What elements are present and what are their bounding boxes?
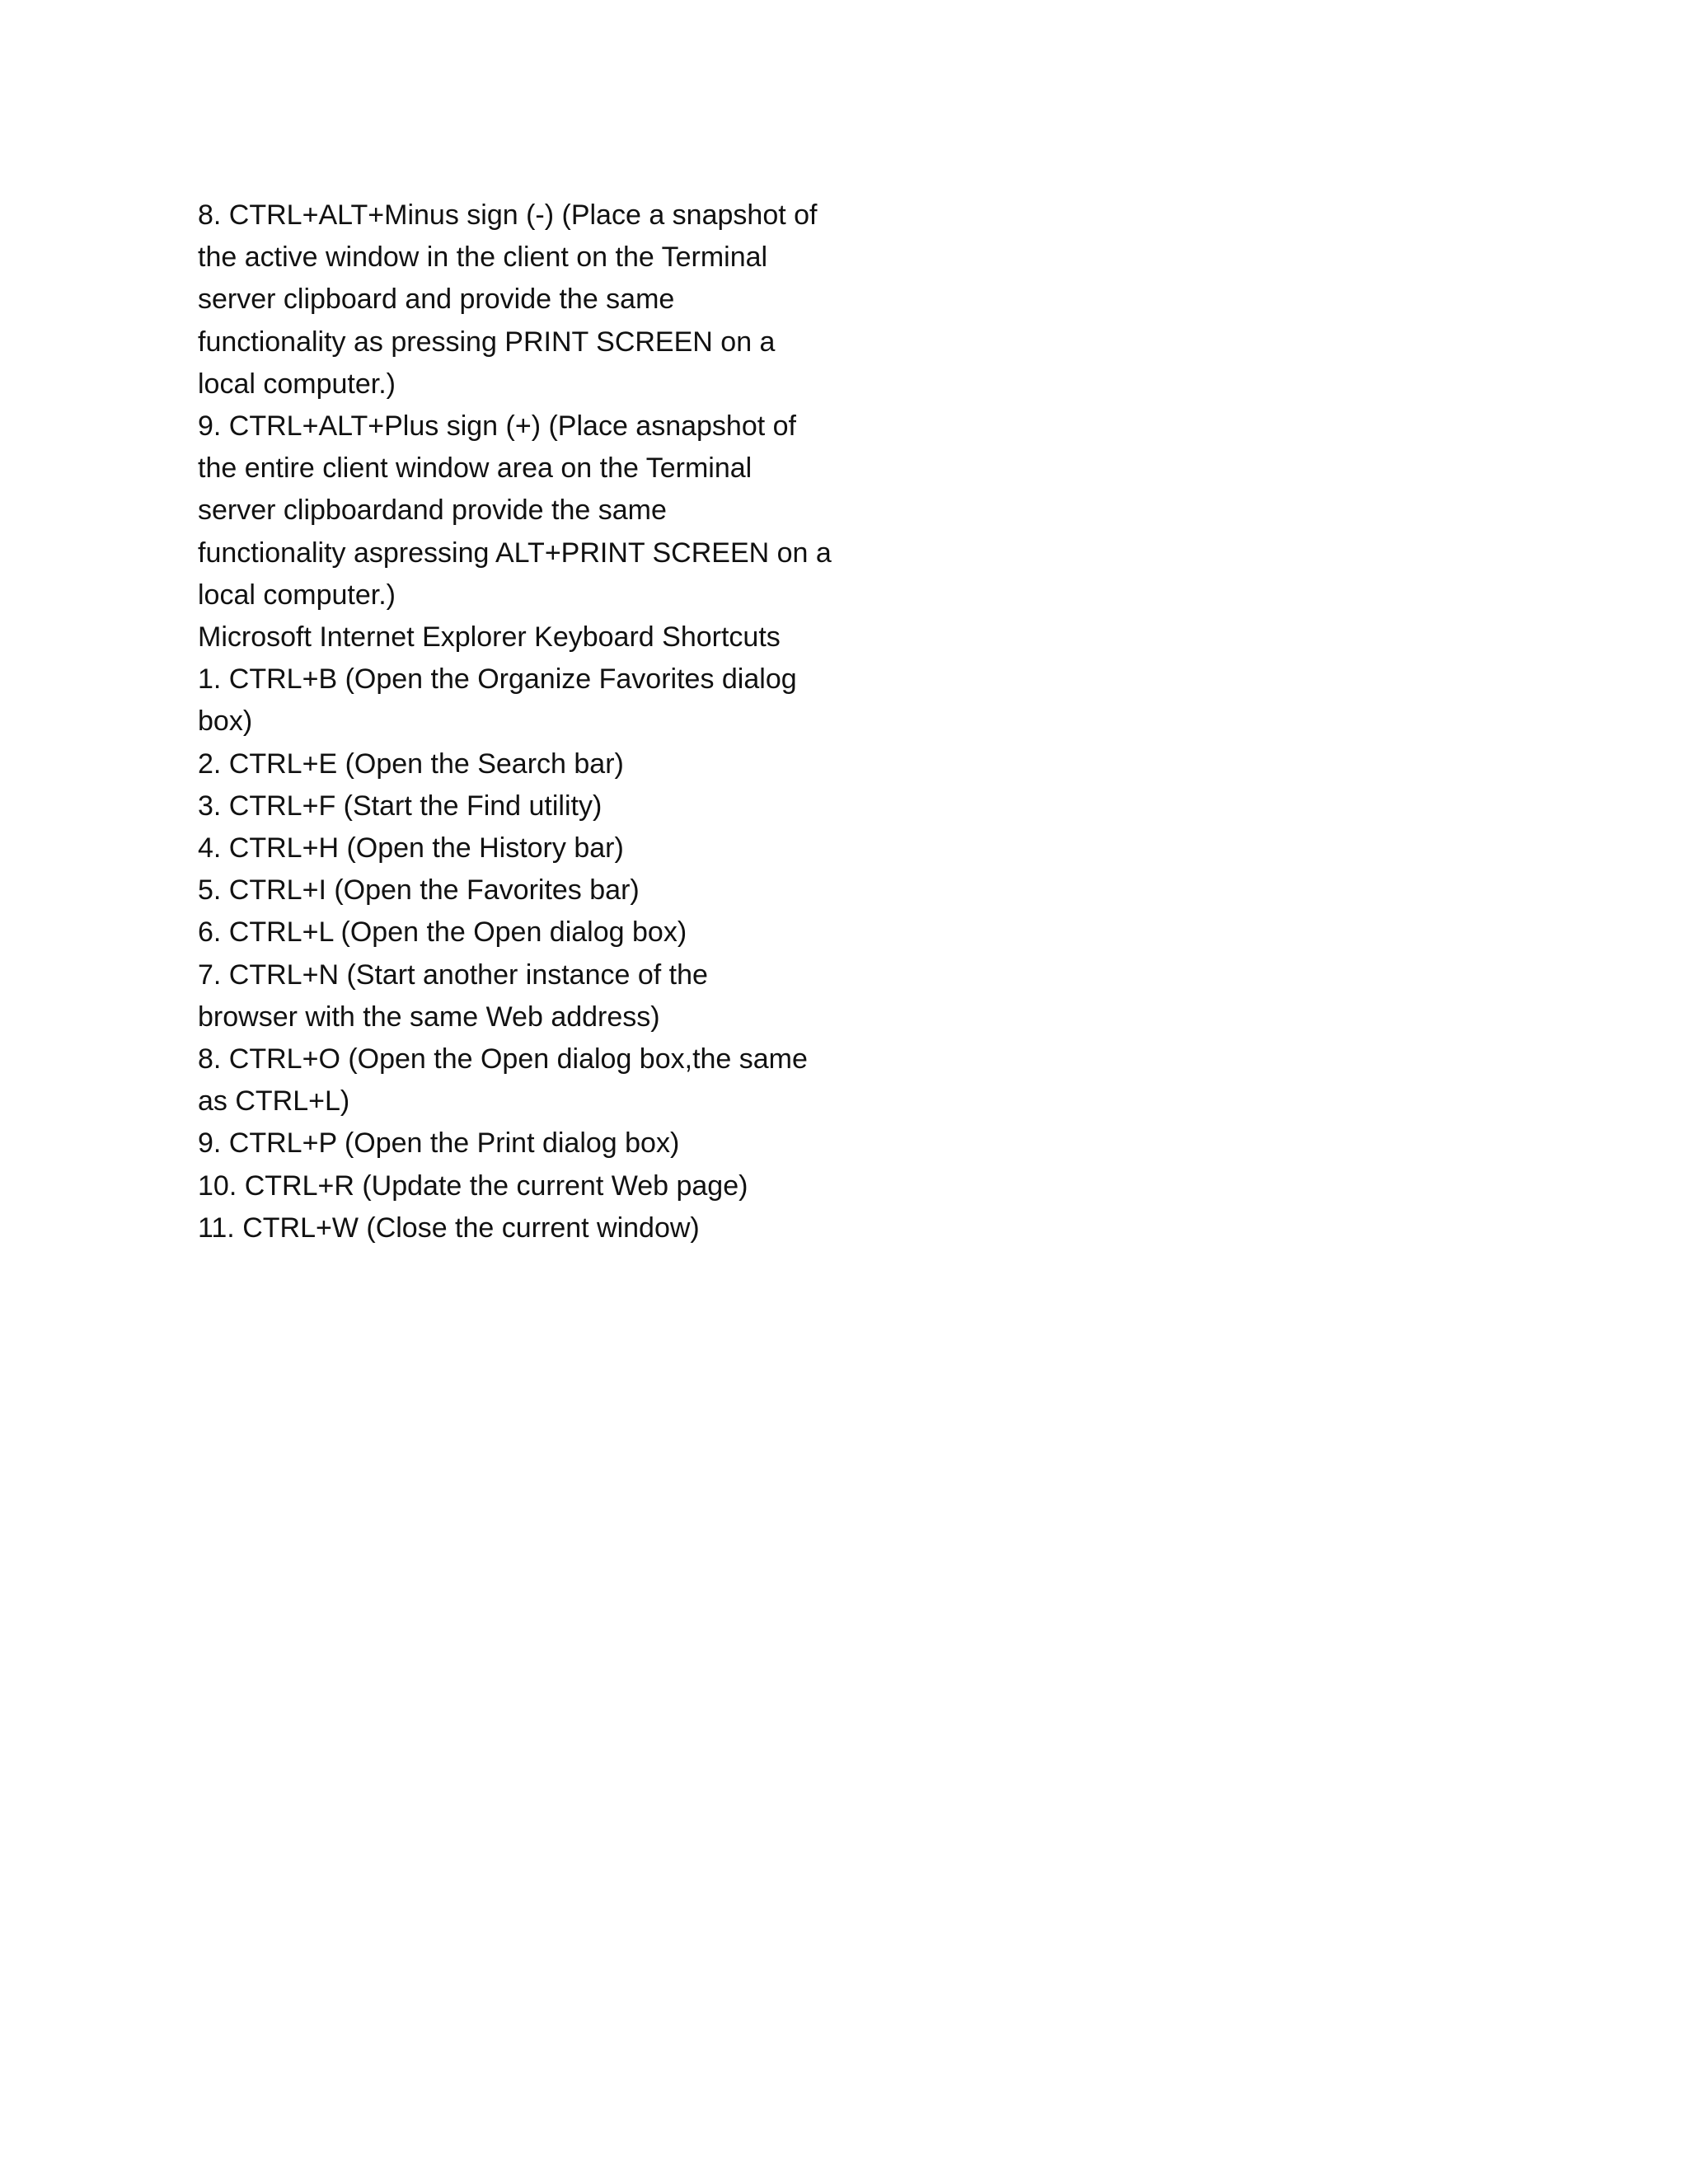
text-line: functionality aspressing ALT+PRINT SCREEN on a <box>198 537 832 569</box>
text-line: 1. CTRL+B (Open the Organize Favorites dialog <box>198 663 797 696</box>
text-line: 6. CTRL+L (Open the Open dialog box) <box>198 916 687 949</box>
text-line: 11. CTRL+W (Close the current window) <box>198 1212 700 1244</box>
text-line: browser with the same Web address) <box>198 1001 660 1033</box>
text-line: local computer.) <box>198 368 396 400</box>
text-line: 3. CTRL+F (Start the Find utility) <box>198 790 603 822</box>
text-line: 4. CTRL+H (Open the History bar) <box>198 832 624 865</box>
document-body <box>198 194 832 1249</box>
text-line: server clipboardand provide the same <box>198 494 667 527</box>
text-line: 9. CTRL+P (Open the Print dialog box) <box>198 1127 680 1160</box>
text-line: 8. CTRL+ALT+Minus sign (-) (Place a snapshot of <box>198 199 818 231</box>
text-line: 5. CTRL+I (Open the Favorites bar) <box>198 874 640 907</box>
text-line: as CTRL+L) <box>198 1085 350 1118</box>
text-line: 2. CTRL+E (Open the Search bar) <box>198 748 624 780</box>
text-line: 9. CTRL+ALT+Plus sign (+) (Place asnapshot of <box>198 410 797 443</box>
text-line: local computer.) <box>198 579 396 611</box>
text-line: box) <box>198 705 253 738</box>
text-line: server clipboard and provide the same <box>198 284 675 316</box>
text-line: 10. CTRL+R (Update the current Web page) <box>198 1169 748 1202</box>
text-line: 7. CTRL+N (Start another instance of the <box>198 958 708 991</box>
text-line: the active window in the client on the Terminal <box>198 241 768 274</box>
text-line: the entire client window area on the Terminal <box>198 452 753 485</box>
section-heading: Microsoft Internet Explorer Keyboard Shortcuts <box>198 621 781 654</box>
text-line: functionality as pressing PRINT SCREEN on a <box>198 326 776 358</box>
text-line: 8. CTRL+O (Open the Open dialog box,the same <box>198 1043 808 1076</box>
